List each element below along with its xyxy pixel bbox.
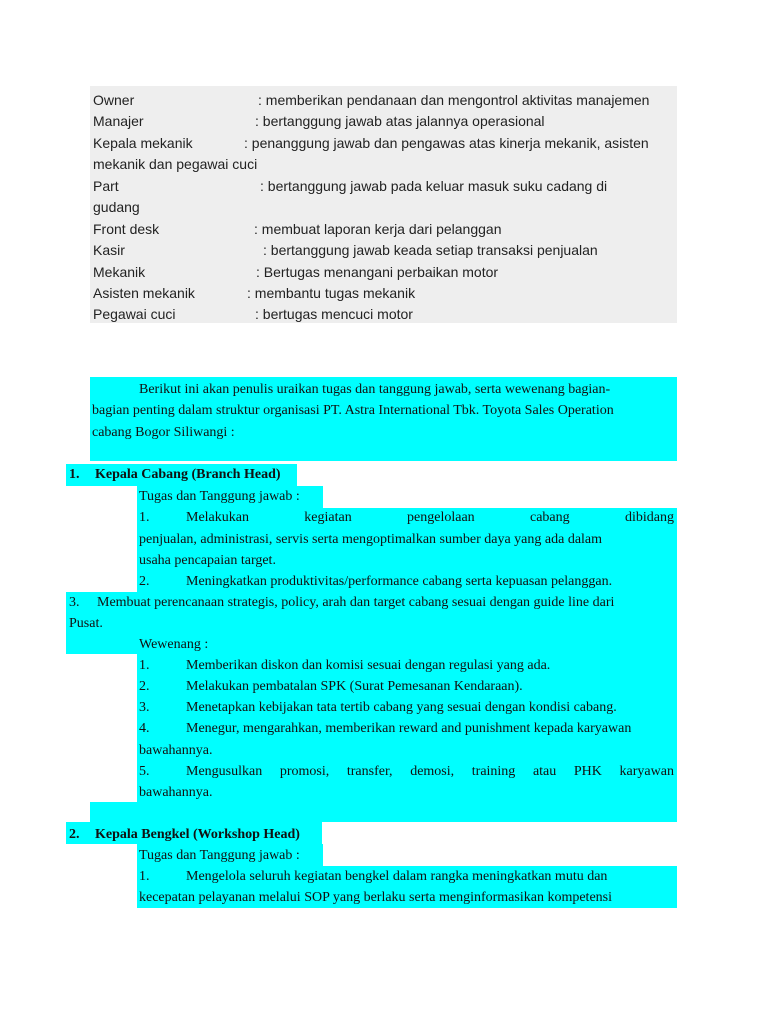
highlight-gap: [90, 802, 677, 822]
role-name: Manajer: [93, 113, 144, 129]
role-desc: : memberikan pendanaan dan mengontrol aktivitas manajemen: [258, 92, 650, 108]
word: promosi,: [279, 764, 330, 779]
intro-line: cabang Bogor Siliwangi :: [92, 425, 235, 440]
list-number: 3.: [139, 700, 150, 715]
list-item-text: Menegur, mengarahkan, memberikan reward and punishment kepada karyawan: [186, 721, 632, 736]
word: pengelolaan: [407, 510, 475, 525]
section-title: Kepala Cabang (Branch Head): [95, 467, 281, 482]
word: atau: [532, 764, 557, 779]
role-desc: : Bertugas menangani perbaikan motor: [256, 264, 499, 280]
list-item-cont: bawahannya.: [139, 743, 213, 758]
list-number: 5.: [139, 764, 150, 779]
list-number: 1.: [139, 869, 150, 884]
section-number: 2.: [69, 827, 80, 842]
section-number: 1.: [69, 467, 80, 482]
role-desc-cont: mekanik dan pegawai cuci: [93, 156, 258, 172]
list-number: 4.: [139, 721, 150, 736]
word: PHK: [573, 764, 602, 779]
word: karyawan: [619, 764, 674, 779]
list-item-text: Meningkatkan produktivitas/performance cabang serta kepuasan pelanggan.: [186, 574, 613, 589]
list-item-cont: usaha pencapaian target.: [139, 553, 276, 568]
word: transfer,: [346, 764, 393, 779]
list-number: 1.: [139, 510, 150, 525]
role-desc: : bertanggung jawab pada keluar masuk suku cadang di: [260, 178, 608, 194]
list-number: 1.: [139, 658, 150, 673]
list-number: 2.: [139, 574, 150, 589]
list-item-text: Melakukan pembatalan SPK (Surat Pemesanan Kendaraan).: [186, 679, 523, 694]
word: training: [471, 764, 516, 779]
role-desc: : bertanggung jawab keada setiap transaksi penjualan: [263, 242, 598, 258]
list-number: 2.: [139, 679, 150, 694]
role-name: Owner: [93, 92, 135, 108]
intro-line: Berikut ini akan penulis uraikan tugas dan tanggung jawab, serta wewenang bagian-: [139, 382, 611, 397]
list-number: 3.: [69, 595, 80, 610]
wewenang-label: Wewenang :: [139, 637, 209, 652]
word: dibidang: [624, 510, 674, 525]
roles-table: [90, 86, 677, 323]
tugas-label: Tugas dan Tanggung jawab :: [139, 489, 300, 504]
role-name: Part: [93, 178, 119, 194]
word: Mengusulkan: [186, 764, 263, 779]
role-desc: : membuat laporan kerja dari pelanggan: [254, 221, 502, 237]
word: demosi,: [410, 764, 455, 779]
role-name: Kasir: [93, 242, 125, 258]
list-item-cont: bawahannya.: [139, 785, 213, 800]
intro-line: bagian penting dalam struktur organisasi PT. Astra International Tbk. Toyota Sales Operation: [92, 403, 614, 418]
section-title: Kepala Bengkel (Workshop Head): [95, 827, 300, 842]
list-item-cont: Pusat.: [69, 616, 103, 631]
role-desc: : penanggung jawab dan pengawas atas kinerja mekanik, asisten: [244, 135, 649, 151]
list-item-text: Menetapkan kebijakan tata tertib cabang yang sesuai dengan kondisi cabang.: [186, 700, 617, 715]
role-desc-cont: gudang: [93, 199, 140, 215]
role-desc: : membantu tugas mekanik: [247, 285, 416, 301]
role-desc: : bertanggung jawab atas jalannya operasional: [255, 113, 545, 129]
list-item-text: [186, 761, 674, 782]
tugas-label: Tugas dan Tanggung jawab :: [139, 848, 300, 863]
role-name: Mekanik: [93, 264, 146, 280]
list-item-text: [186, 507, 674, 528]
word: kegiatan: [304, 510, 352, 525]
role-name: Pegawai cuci: [93, 306, 176, 322]
role-desc: : bertugas mencuci motor: [255, 306, 413, 322]
word: Melakukan: [186, 510, 249, 525]
list-item-text: Membuat perencanaan strategis, policy, arah dan target cabang sesuai dengan guide line dari: [97, 595, 615, 610]
list-item-cont: kecepatan pelayanan melalui SOP yang berlaku serta menginformasikan kompetensi: [139, 890, 612, 905]
role-name: Front desk: [93, 221, 160, 237]
role-name: Asisten mekanik: [93, 285, 195, 301]
list-item-cont: penjualan, administrasi, servis serta mengoptimalkan sumber daya yang ada dalam: [139, 532, 603, 547]
list-item-text: Memberikan diskon dan komisi sesuai dengan regulasi yang ada.: [186, 658, 551, 673]
word: cabang: [529, 510, 570, 525]
role-name: Kepala mekanik: [93, 135, 193, 151]
list-item-text: Mengelola seluruh kegiatan bengkel dalam rangka meningkatkan mutu dan: [186, 869, 608, 884]
